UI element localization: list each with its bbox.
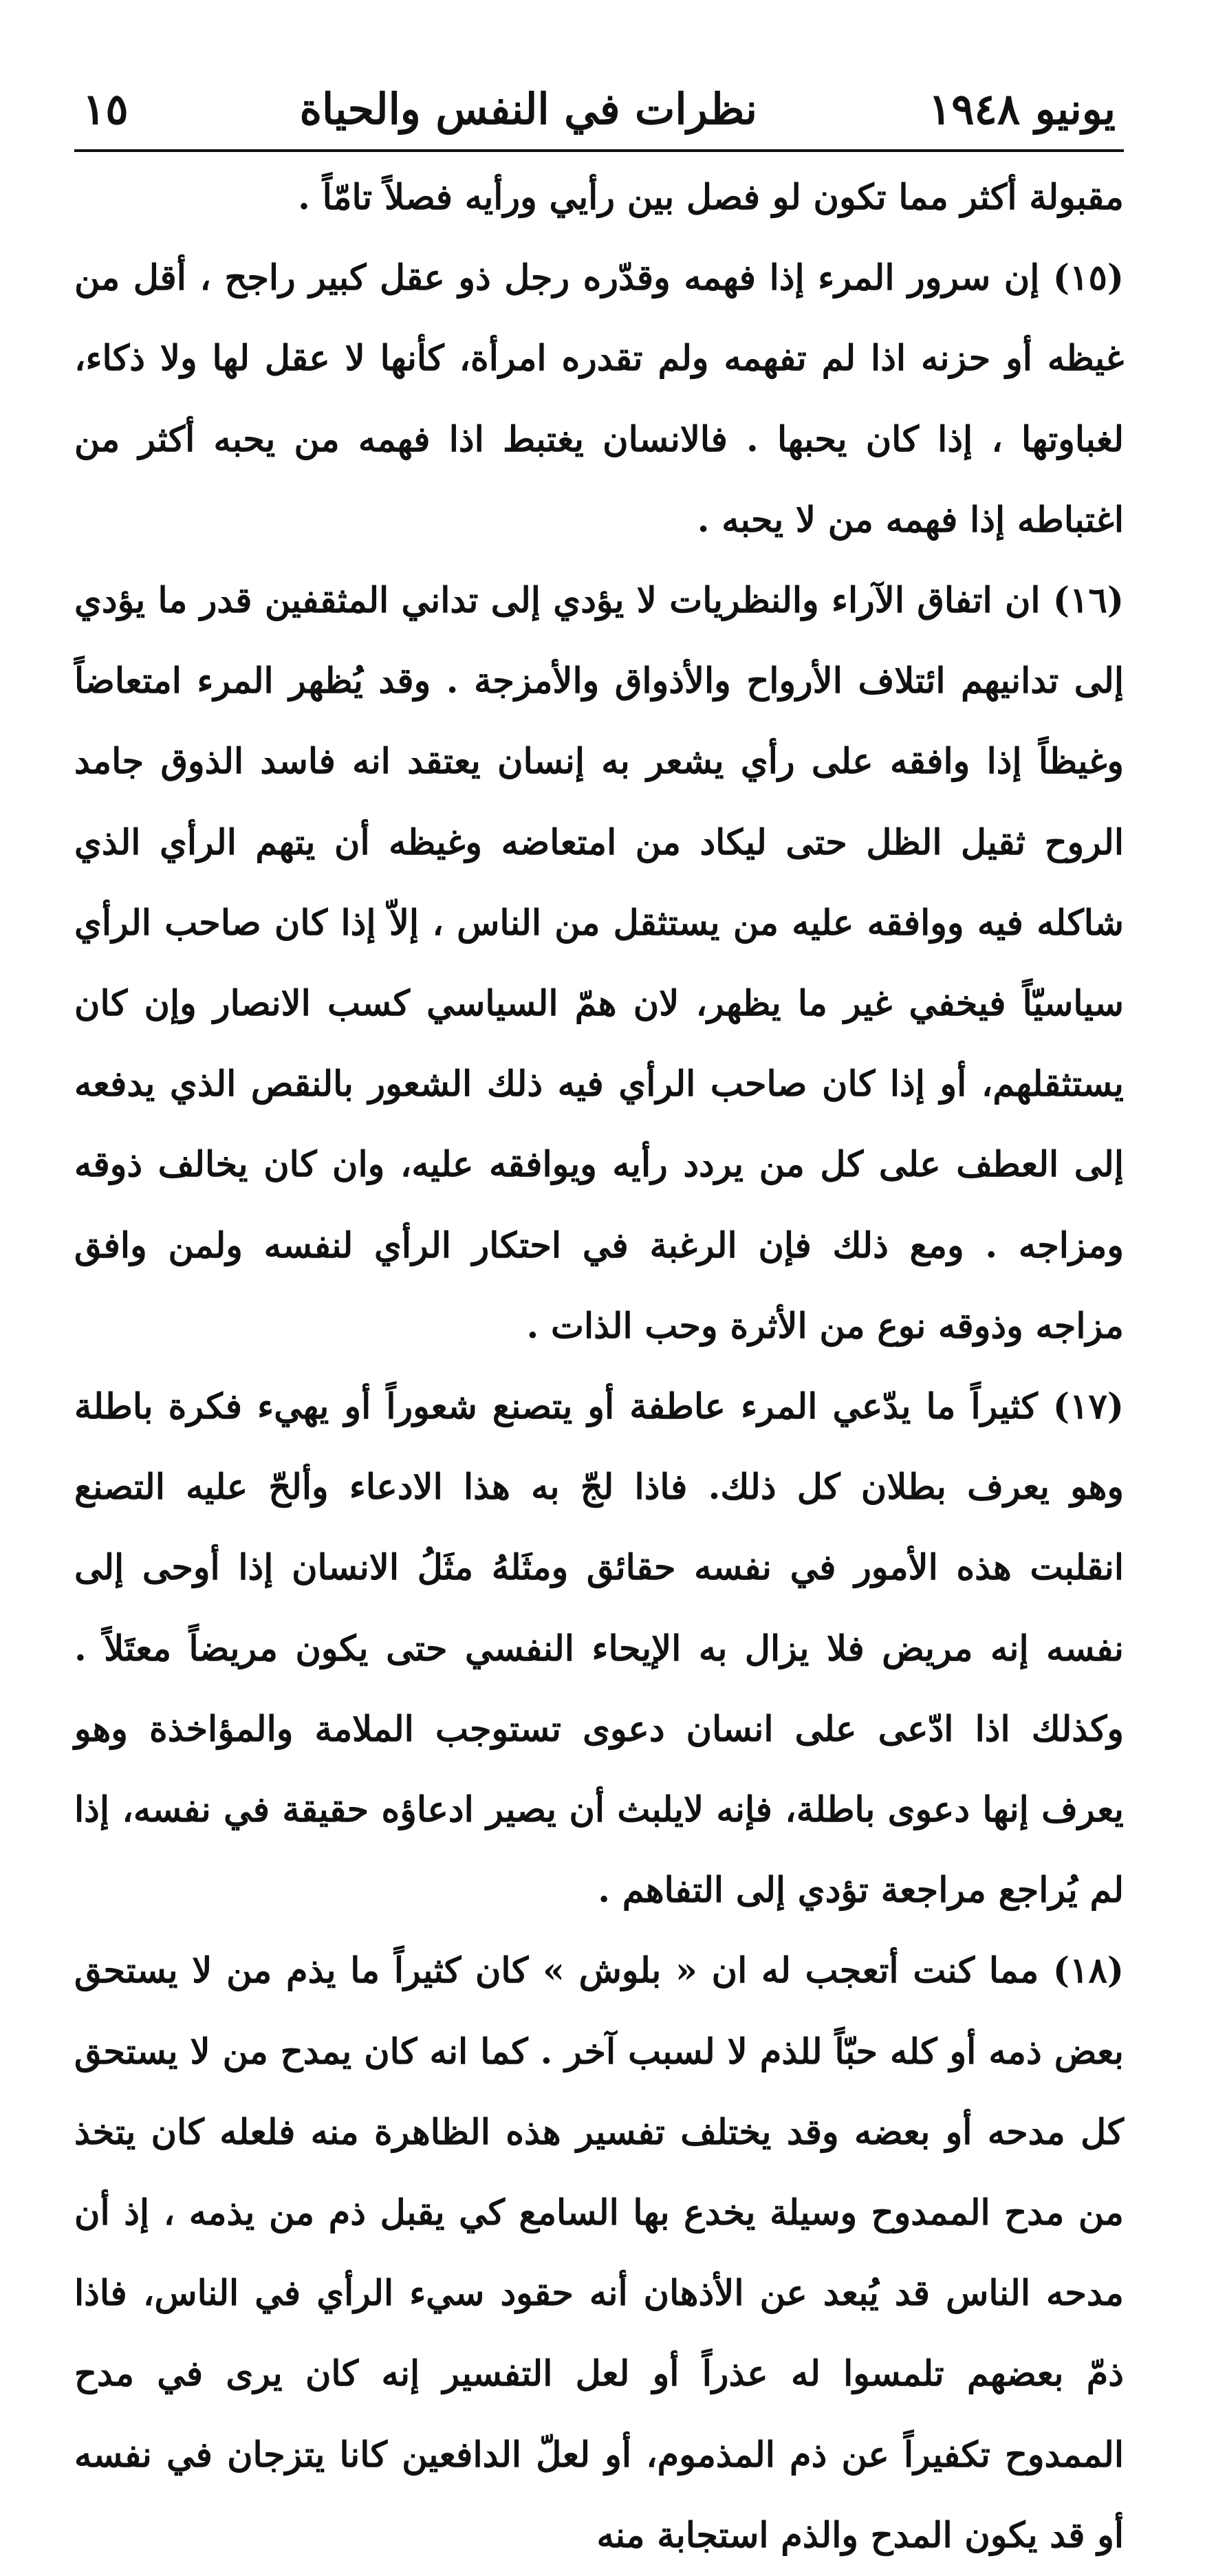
header-date: يونيو ١٩٤٨ [928,84,1116,134]
page-number: ١٥ [83,84,129,134]
header-divider [74,149,1124,152]
paragraph-18: (١٨) مما كنت أتعجب له ان « بلوش » كان كثيراً ما يذم من لا يستحق بعض ذمه أو كله حبّاً للذم لا لسبب آخر . كما انه كان يمدح من لا يستحق كل مدحه أو بعضه وقد يختلف تفسير هذه الظاهرة منه فلعله كان يتخذ من مدح الممدوح وسيلة يخدع بها السامع كي يقبل ذم من يذمه ، إذ أن مدحه الناس قد يُبعد عن الأذهان أنه حقود سيء الرأي في الناس، فاذا ذمّ بعضهم تلمسوا له عذراً أو لعل التفسير إنه كان يرى في مدح الممدوح تكفيراً عن ذم المذموم، أو لعلّ الدافعين كانا يتزجان في نفسه أو قد يكون المدح والذم استجابة منه [74,1950,1124,2556]
running-header [74,65,1124,134]
paragraph-16: (١٦) ان اتفاق الآراء والنظريات لا يؤدي إلى تداني المثقفين قدر ما يؤدي إلى تدانيهم ائتلاف الأرواح والأذواق والأمزجة . وقد يُظهر المرء امتعاضاً وغيظاً إذا وافقه على رأي يشعر به إنسان يعتقد انه فاسد الذوق جامد الروح ثقيل الظل حتى ليكاد من امتعاضه وغيظه أن يتهم الرأي الذي شاكله فيه ووافقه عليه من يستثقل من الناس ، إلاّ إذا كان صاحب الرأي سياسيّاً فيخفي غير ما يظهر، لان همّ السياسي كسب الانصار وإن كان يستثقلهم، أو إذا كان صاحب الرأي فيه ذلك الشعور بالنقص الذي يدفعه إلى العطف على كل من يردد رأيه ويوافقه عليه، وان كان يخالف ذوقه ومزاجه . ومع ذلك فإن الرغبة في احتكار الرأي لنفسه ولمن وافق مزاجه وذوقه نوع من الأثرة وحب الذات . [74,580,1124,1347]
body-text [74,158,1124,2576]
header-title: نظرات في النفس والحياة [299,84,757,134]
paragraph-continuation: مقبولة أكثر مما تكون لو فصل بين رأيي ورأيه فصلاً تامّاً . [298,177,1124,218]
paragraph-15: (١٥) إن سرور المرء إذا فهمه وقدّره رجل ذو عقل كبير راجح ، أقل من غيظه أو حزنه اذا لم تفهمه ولم تقدره امرأة، كأنها لا عقل لها ولا ذكاء، لغباوتها ، إذا كان يحبها . فالانسان يغتبط اذا فهمه من يحبه أكثر من اغتباطه إذا فهمه من لا يحبه . [74,257,1124,541]
paragraph-17: (١٧) كثيراً ما يدّعي المرء عاطفة أو يتصنع شعوراً أو يهيء فكرة باطلة وهو يعرف بطلان كل ذلك. فاذا لجّ به هذا الادعاء وألحّ عليه التصنع انقلبت هذه الأمور في نفسه حقائق ومثَلهُ مثَلُ الانسان إذا أوحى إلى نفسه إنه مريض فلا يزال به الإيحاء النفسي حتى يكون مريضاً معتَلاً . وكذلك اذا ادّعى على انسان دعوى تستوجب الملامة والمؤاخذة وهو يعرف إنها دعوى باطلة، فإنه لايلبث أن يصير ادعاؤه حقيقة في نفسه، إذا لم يُراجع مراجعة تؤدي إلى التفاهم . [74,1386,1124,1912]
